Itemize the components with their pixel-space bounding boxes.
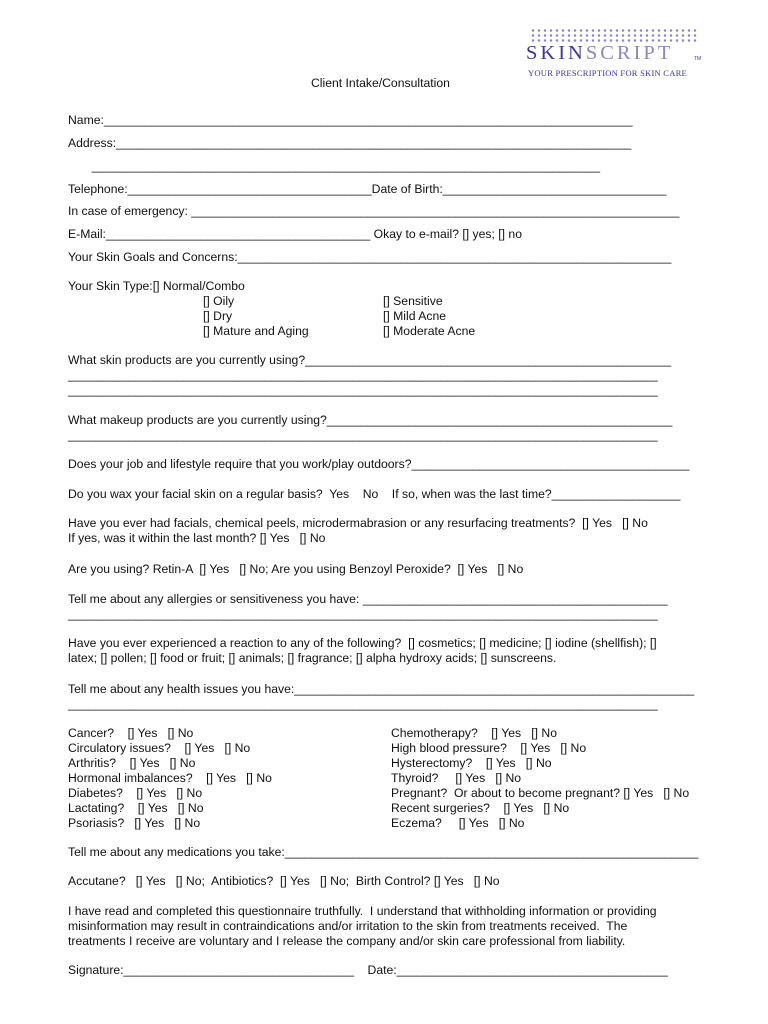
health-item[interactable]: Circulatory issues? [] Yes [] No	[68, 741, 251, 755]
allergies-line[interactable]: _______________________________________________________________________________________	[68, 607, 658, 621]
health-item[interactable]: Hormonal imbalances? [] Yes [] No	[68, 771, 272, 785]
skin-products-line[interactable]: _______________________________________________________________________________________	[68, 383, 658, 397]
logo-wordmark: SKINSCRIPT	[526, 42, 674, 64]
skin-type-option[interactable]: [] Mature and Aging	[203, 324, 309, 338]
skin-goals-field[interactable]: Your Skin Goals and Concerns:________________________________________________________________	[68, 250, 672, 264]
skin-type-option[interactable]: [] Oily	[203, 294, 235, 308]
logo-tagline: YOUR PRESCRIPTION FOR SKIN CARE	[528, 68, 688, 78]
form-title: Client Intake/Consultation	[311, 76, 450, 90]
medications-field[interactable]: Tell me about any medications you take:_____________________________________________________________	[68, 845, 699, 859]
accutane-question[interactable]: Accutane? [] Yes [] No; Antibiotics? [] Yes [] No; Birth Control? [] Yes [] No	[68, 874, 500, 888]
makeup-products-line[interactable]: _______________________________________________________________________________________	[68, 428, 658, 442]
health-item[interactable]: Diabetes? [] Yes [] No	[68, 786, 203, 800]
health-issues-line[interactable]: _______________________________________________________________________________________	[68, 697, 658, 711]
health-item[interactable]: Arthritis? [] Yes [] No	[68, 756, 196, 770]
health-item[interactable]: High blood pressure? [] Yes [] No	[391, 741, 587, 755]
health-item[interactable]: Eczema? [] Yes [] No	[391, 816, 525, 830]
address-line-2[interactable]: ___________________________________________________________________________	[68, 159, 601, 173]
skin-type-option[interactable]: [] Mild Acne	[383, 309, 446, 323]
allergies-field[interactable]: Tell me about any allergies or sensitiveness you have: _____________________________________________	[68, 592, 668, 606]
skin-type-label[interactable]: Your Skin Type:[] Normal/Combo	[68, 279, 245, 293]
reaction-question-cont[interactable]: latex; [] pollen; [] food or fruit; [] animals; [] fragrance; [] alpha hydroxy acids; [] sunscreens.	[68, 651, 557, 665]
logo-trademark: TM	[694, 56, 702, 62]
logo-dot-pattern	[530, 28, 698, 42]
treatments-question[interactable]: Have you ever had facials, chemical peels, microdermabrasion or any resurfacing treatments? [] Yes [] No	[68, 516, 648, 530]
emergency-field[interactable]: In case of emergency: ________________________________________________________________________	[68, 204, 680, 218]
health-issues-field[interactable]: Tell me about any health issues you have:___________________________________________________________	[68, 682, 695, 696]
consent-text: treatments I receive are voluntary and I release the company and/or skin care professional from liability.	[68, 934, 626, 948]
wax-question[interactable]: Do you wax your facial skin on a regular basis? Yes No If so, when was the last time?___________________	[68, 487, 681, 501]
skin-type-option[interactable]: [] Moderate Acne	[383, 324, 476, 338]
makeup-products-field[interactable]: What makeup products are you currently using?___________________________________________________	[68, 413, 673, 427]
telephone-dob-field[interactable]: Telephone:____________________________________Date of Birth:_________________________________	[68, 182, 667, 196]
address-field[interactable]: Address:____________________________________________________________________________	[68, 136, 632, 150]
health-item[interactable]: Psoriasis? [] Yes [] No	[68, 816, 201, 830]
reaction-question[interactable]: Have you ever experienced a reaction to any of the following? [] cosmetics; [] medicine; [] iodine (shellfish); []	[68, 636, 657, 650]
skinscript-logo	[526, 28, 702, 84]
signature-date-field[interactable]: Signature:__________________________________ Date:________________________________________	[68, 963, 668, 977]
health-item[interactable]: Thyroid? [] Yes [] No	[391, 771, 522, 785]
retin-a-question[interactable]: Are you using? Retin-A [] Yes [] No; Are you using Benzoyl Peroxide? [] Yes [] No	[68, 562, 524, 576]
skin-type-option[interactable]: [] Sensitive	[383, 294, 443, 308]
skin-products-field[interactable]: What skin products are you currently using?______________________________________________________	[68, 353, 672, 367]
skin-products-line[interactable]: _______________________________________________________________________________________	[68, 368, 658, 382]
name-field[interactable]: Name:______________________________________________________________________________	[68, 113, 633, 127]
consent-text: I have read and completed this questionnaire truthfully. I understand that withholding information or providing	[68, 904, 657, 918]
outdoors-field[interactable]: Does your job and lifestyle require that you work/play outdoors?_________________________________________	[68, 457, 690, 471]
skin-type-option[interactable]: [] Dry	[203, 309, 233, 323]
health-item[interactable]: Cancer? [] Yes [] No	[68, 726, 194, 740]
health-item[interactable]: Pregnant? Or about to become pregnant? [] Yes [] No	[391, 786, 690, 800]
health-item[interactable]: Chemotherapy? [] Yes [] No	[391, 726, 557, 740]
health-item[interactable]: Lactating? [] Yes [] No	[68, 801, 204, 815]
health-item[interactable]: Hysterectomy? [] Yes [] No	[391, 756, 552, 770]
health-item[interactable]: Recent surgeries? [] Yes [] No	[391, 801, 570, 815]
email-field[interactable]: E-Mail:_______________________________________ Okay to e-mail? [] yes; [] no	[68, 227, 522, 241]
treatments-followup[interactable]: If yes, was it within the last month? [] Yes [] No	[68, 531, 326, 545]
consent-text: misinformation may result in contraindications and/or irritation to the skin from treatments received. The	[68, 919, 628, 933]
